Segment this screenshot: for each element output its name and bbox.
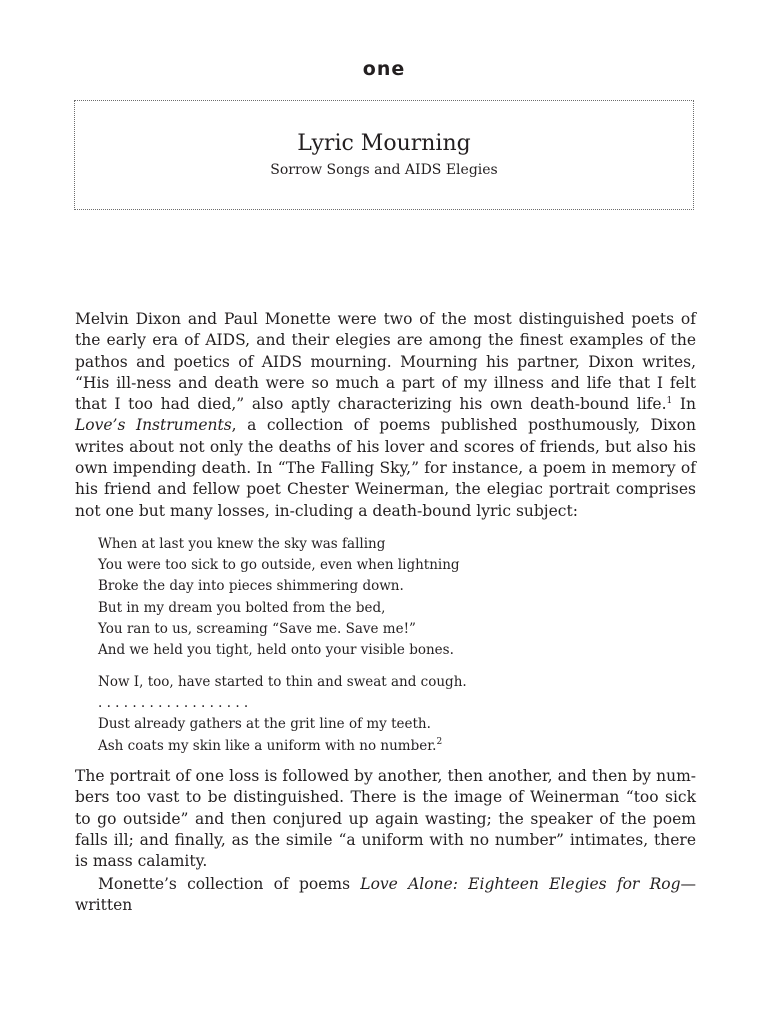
paragraph-intro-text-2: In [672,395,696,414]
poem-line: And we held you tight, held onto your visible bones. [98,642,454,659]
poem-ellipsis: . . . . . . . . . . . . . . . . . . [98,695,249,712]
paragraph-analysis: The portrait of one loss is followed by another, then another, and then by num-bers too vast to be distinguished. There is the image of Weinerman “too sick to go outside” and then conjured up again wasting; the speaker of the poem falls ill; and finally, as the simile “a uniform with no number” intimates, there is mass calamity. [75,767,696,871]
chapter-number: one [362,58,406,80]
poem-line: But in my dream you bolted from the bed, [98,599,386,616]
paragraph-intro-text-3: , a collection of poems published posthumously, Dixon writes about not only the deaths of his lover and scores of friends, but also his own impending death. In “The Falling Sky,” for instance, a poem in memory of his friend and fellow poet Chester Weinerman, the elegiac portrait comprises not one but many losses, in-cluding a death-bound lyric subject: [75,416,696,520]
paragraph-monette-lead: Monette’s collection of poems [98,875,361,893]
paragraph-monette-tail: —written [75,875,696,915]
poem-line [98,736,538,757]
chapter-subtitle: Sorrow Songs and AIDS Elegies [270,162,498,178]
poem-line: You were too sick to go outside, even when lightning [98,557,460,574]
paragraph-intro-text: Melvin Dixon and Paul Monette were two of the most distinguished poets of the early era of AIDS, and their elegies are among the finest examples of the pathos and poetics of AIDS mourning. Mourning his partner, Dixon writes, “His ill-ness and death were so much a part of my illness and life that I felt that I too had died,” also aptly characterizing his own death-bound life. [75,310,696,414]
poem-line: Broke the day into pieces shimmering down. [98,578,404,595]
poem-line: You ran to us, screaming “Save me. Save me!” [98,620,416,637]
poem-stanza-2 [98,672,538,757]
poem-line: When at last you knew the sky was falling [98,536,386,552]
chapter-title: Lyric Mourning [297,131,471,156]
footnote-ref-2: 2 [436,736,443,747]
poem-line: Dust already gathers at the grit line of my teeth. [98,716,431,733]
chapter-title-box [74,100,694,210]
book-title-loves-instruments: Love’s Instruments [75,416,232,435]
poem-line: Now I, too, have started to thin and sweat and cough. [98,674,467,690]
paragraph-intro [75,309,696,522]
book-title-love-alone: Love Alone: Eighteen Elegies for Rog [360,875,681,893]
poem-stanza-1 [98,534,538,661]
footnote-ref-1: 1 [666,396,673,407]
paragraph-monette [75,874,696,917]
poem-line-text: Ash coats my skin like a uniform with no number. [98,737,437,754]
